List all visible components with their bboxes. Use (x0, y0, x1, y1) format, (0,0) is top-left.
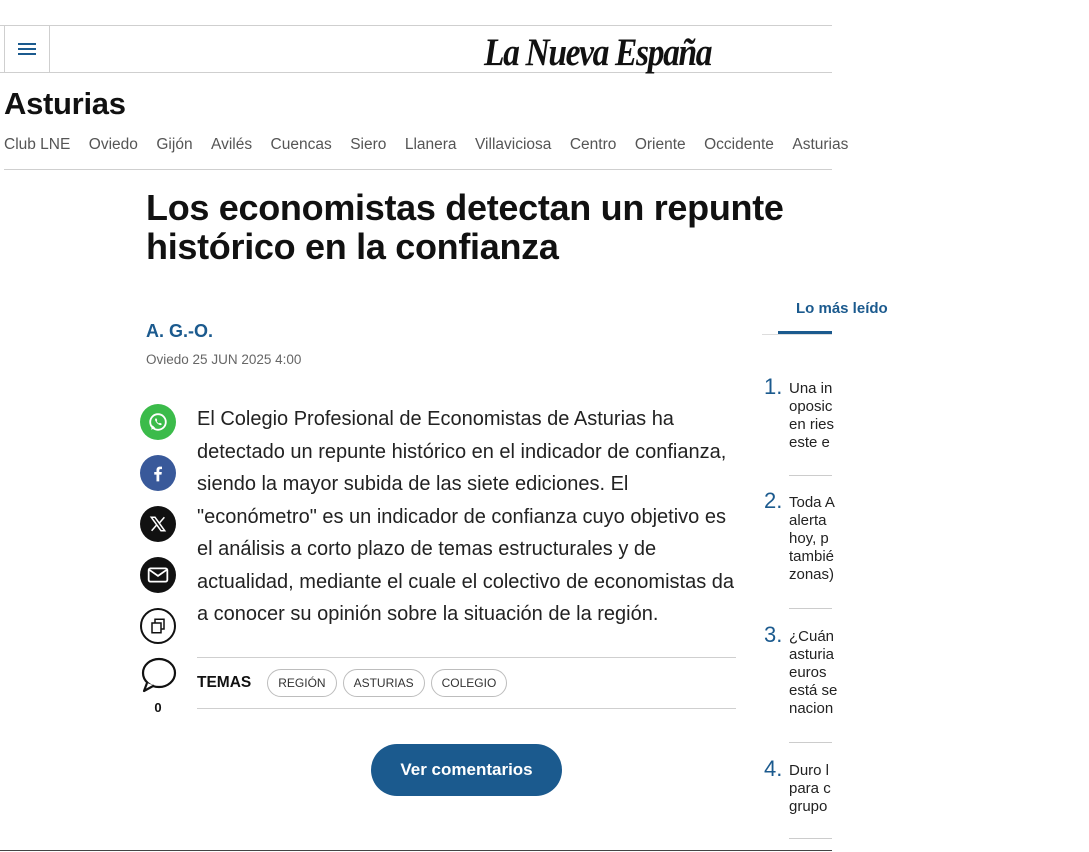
rank-number: 1. (764, 374, 783, 399)
rank-headline: Duro l para c grupo (789, 762, 831, 815)
subnav-item-siero[interactable]: Siero (350, 136, 387, 153)
share-x-button[interactable] (140, 506, 176, 542)
most-read-tab[interactable]: Lo más leído (778, 300, 832, 334)
article-location: Oviedo (146, 352, 189, 367)
whatsapp-icon (147, 411, 169, 433)
share-bar (140, 404, 178, 715)
rank-headline: Una in oposic en ries este e (789, 380, 835, 451)
copy-icon (149, 617, 167, 635)
rank-divider (789, 608, 832, 609)
subnav-item-club-lne[interactable]: Club LNE (4, 136, 71, 153)
rank-headline: Toda A alerta hoy, p tambié zonas) (789, 494, 835, 583)
subnav-item-oviedo[interactable]: Oviedo (88, 136, 138, 153)
subnav-item-cuencas[interactable]: Cuencas (270, 136, 332, 153)
rank-number: 2. (764, 488, 783, 513)
view-comments-button[interactable]: Ver comentarios (371, 744, 562, 796)
most-read-item[interactable] (764, 374, 835, 456)
section-title[interactable]: Asturias (4, 86, 126, 121)
article-headline: Los economistas detectan un repunte histórico en la confianza (146, 187, 784, 267)
facebook-icon (148, 463, 168, 483)
article-body: El Colegio Profesional de Economistas de Asturias ha detectado un repunte histórico en el indicador de confianza, siendo la mayor subida de las siete ediciones. El "económetro" es un indicador de confianza cuyo objetivo es el análisis a corto plazo de temas estructurales y de actualidad, mediante el cuale el colectivo de economistas da a conocer su opinión sobre la situación de la región. (197, 408, 734, 625)
menu-icon (18, 42, 36, 56)
most-read-item[interactable] (764, 622, 838, 723)
rank-divider (789, 742, 832, 743)
rank-number: 3. (764, 622, 783, 647)
bottom-divider (0, 850, 832, 851)
top-bar (0, 25, 832, 73)
subnav-item-villaviciosa[interactable]: Villaviciosa (475, 136, 552, 153)
topics-label: TEMAS (197, 674, 252, 691)
menu-button[interactable] (4, 26, 50, 72)
comment-icon[interactable] (140, 657, 178, 693)
most-read-item[interactable] (764, 488, 835, 589)
subnav-item-asturias[interactable]: Asturias (792, 136, 849, 153)
article-date: 25 JUN 2025 4:00 (192, 352, 302, 367)
subnav-item-occidente[interactable]: Occidente (704, 136, 774, 153)
comment-count: 0 (154, 700, 162, 715)
copy-link-button[interactable] (140, 608, 176, 644)
sidebar-divider (762, 334, 832, 335)
article-author[interactable]: A. G.-O. (146, 321, 213, 341)
most-read-item[interactable] (764, 756, 832, 822)
rank-number: 4. (764, 756, 783, 781)
subnav-item-llanera[interactable]: Llanera (404, 136, 457, 153)
share-facebook-button[interactable] (140, 455, 176, 491)
share-whatsapp-button[interactable] (140, 404, 176, 440)
share-email-button[interactable] (140, 557, 176, 593)
tag-region[interactable]: REGIÓN (267, 669, 336, 697)
tag-colegio[interactable]: COLEGIO (431, 669, 508, 697)
subnav-item-oriente[interactable]: Oriente (634, 136, 686, 153)
subnav-item-aviles[interactable]: Avilés (211, 136, 253, 153)
site-logo[interactable]: La Nueva España (484, 31, 712, 74)
rank-divider (789, 838, 832, 839)
x-icon (149, 515, 167, 533)
section-subnav (4, 135, 849, 170)
subnav-item-gijon[interactable]: Gijón (156, 136, 193, 153)
rank-headline: ¿Cuán asturia euros está se nacion (789, 628, 838, 717)
article-dateline (146, 352, 301, 367)
tag-asturias[interactable]: ASTURIAS (343, 669, 425, 697)
rank-divider (789, 475, 832, 476)
topics-bar (197, 657, 736, 709)
subnav-item-centro[interactable]: Centro (569, 136, 617, 153)
mail-icon (147, 567, 169, 583)
